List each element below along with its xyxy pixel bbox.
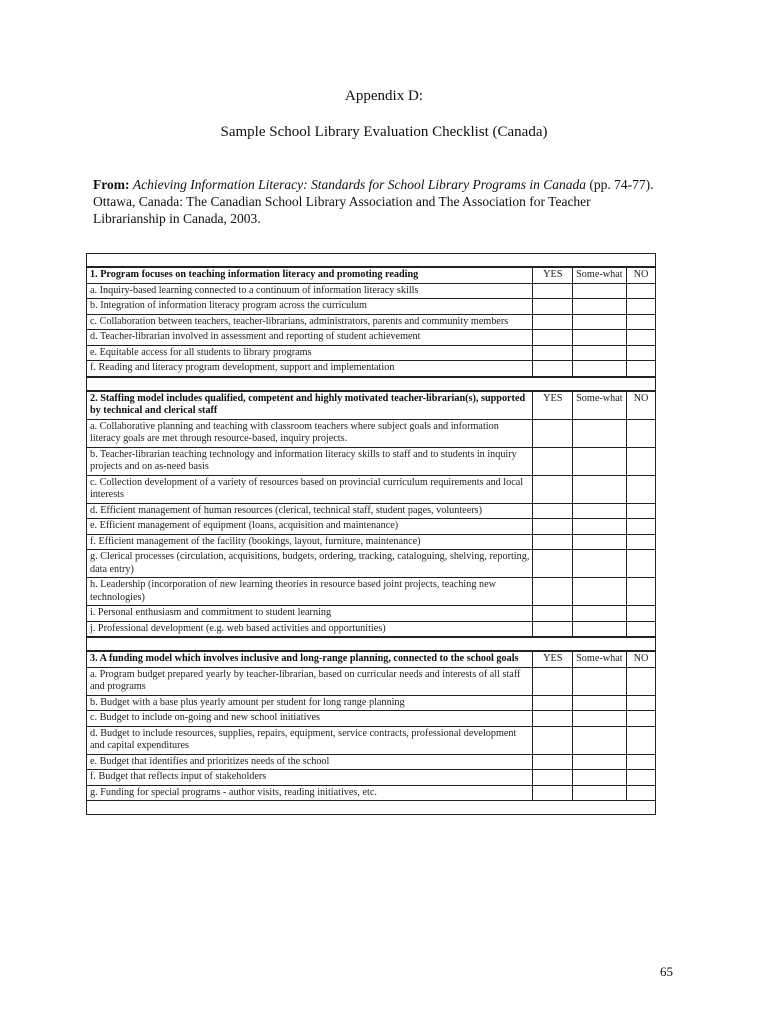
criterion-text: c. Collaboration between teachers, teacher-librarians, administrators, parents and community members — [87, 314, 533, 330]
section-header-row — [87, 268, 655, 284]
yes-cell[interactable] — [533, 330, 573, 346]
somewhat-cell[interactable] — [573, 770, 627, 786]
source-pages: (pp. 74-77). — [589, 177, 654, 192]
no-column-header: NO — [627, 268, 655, 284]
yes-cell[interactable] — [533, 475, 573, 503]
checklist-section-2 — [87, 391, 655, 638]
somewhat-cell[interactable] — [573, 550, 627, 578]
criterion-text: d. Efficient management of human resources (clerical, technical staff, student pages, volunteers) — [87, 503, 533, 519]
checklist-row — [87, 345, 655, 361]
no-cell[interactable] — [627, 299, 655, 315]
no-cell[interactable] — [627, 503, 655, 519]
checklist-row — [87, 621, 655, 637]
section-heading: 1. Program focuses on teaching information literacy and promoting reading — [87, 268, 533, 284]
checklist-row — [87, 519, 655, 535]
checklist-row — [87, 754, 655, 770]
criterion-text: d. Budget to include resources, supplies, repairs, equipment, service contracts, professional development and capital expenditures — [87, 726, 533, 754]
checklist-row — [87, 361, 655, 377]
somewhat-cell[interactable] — [573, 314, 627, 330]
checklist-row — [87, 314, 655, 330]
yes-cell[interactable] — [533, 550, 573, 578]
section-heading: 3. A funding model which involves inclusive and long-range planning, connected to the school goals — [87, 652, 533, 668]
no-cell[interactable] — [627, 314, 655, 330]
criterion-text: c. Budget to include on-going and new school initiatives — [87, 711, 533, 727]
yes-cell[interactable] — [533, 419, 573, 447]
yes-cell[interactable] — [533, 785, 573, 801]
somewhat-cell[interactable] — [573, 726, 627, 754]
no-cell[interactable] — [627, 770, 655, 786]
checklist-row — [87, 578, 655, 606]
criterion-text: h. Leadership (incorporation of new learning theories in resource based joint projects, teaching new technologies) — [87, 578, 533, 606]
no-cell[interactable] — [627, 695, 655, 711]
yes-cell[interactable] — [533, 345, 573, 361]
criterion-text: f. Efficient management of the facility (bookings, layout, furniture, maintenance) — [87, 534, 533, 550]
criterion-text: a. Inquiry-based learning connected to a continuum of information literacy skills — [87, 283, 533, 299]
criterion-text: g. Funding for special programs - author visits, reading initiatives, etc. — [87, 785, 533, 801]
criterion-text: j. Professional development (e.g. web based activities and opportunities) — [87, 621, 533, 637]
section-header-row — [87, 652, 655, 668]
table-spacer — [87, 801, 655, 814]
no-cell[interactable] — [627, 550, 655, 578]
checklist-row — [87, 299, 655, 315]
checklist-row — [87, 534, 655, 550]
no-column-header: NO — [627, 652, 655, 668]
criterion-text: e. Budget that identifies and prioritizes needs of the school — [87, 754, 533, 770]
criterion-text: a. Collaborative planning and teaching with classroom teachers where subject goals and information literacy goals are met through resource-based, inquiry projects. — [87, 419, 533, 447]
checklist-frame — [86, 253, 656, 815]
table-spacer — [87, 254, 655, 267]
checklist-title: Sample School Library Evaluation Checklist (Canada) — [220, 124, 548, 140]
somewhat-cell[interactable] — [573, 695, 627, 711]
somewhat-cell[interactable] — [573, 785, 627, 801]
no-cell[interactable] — [627, 345, 655, 361]
yes-cell[interactable] — [533, 711, 573, 727]
no-cell[interactable] — [627, 621, 655, 637]
checklist-row — [87, 726, 655, 754]
somewhat-cell[interactable] — [573, 419, 627, 447]
source-title: Achieving Information Literacy: Standards for School Library Programs in Canada — [132, 177, 586, 192]
no-cell[interactable] — [627, 330, 655, 346]
no-cell[interactable] — [627, 419, 655, 447]
yes-column-header: YES — [533, 652, 573, 668]
no-column-header: NO — [627, 391, 655, 419]
no-cell[interactable] — [627, 475, 655, 503]
no-cell[interactable] — [627, 785, 655, 801]
somewhat-cell[interactable] — [573, 299, 627, 315]
somewhat-cell[interactable] — [573, 447, 627, 475]
yes-cell[interactable] — [533, 606, 573, 622]
somewhat-cell[interactable] — [573, 578, 627, 606]
criterion-text: e. Efficient management of equipment (loans, acquisition and maintenance) — [87, 519, 533, 535]
yes-cell[interactable] — [533, 314, 573, 330]
section-heading: 2. Staffing model includes qualified, competent and highly motivated teacher-librarian(s), supported by technical and clerical staff — [87, 391, 533, 419]
yes-cell[interactable] — [533, 695, 573, 711]
checklist-row — [87, 711, 655, 727]
no-cell[interactable] — [627, 534, 655, 550]
yes-column-header: YES — [533, 268, 573, 284]
table-spacer — [87, 637, 655, 651]
source-citation — [93, 176, 663, 227]
no-cell[interactable] — [627, 578, 655, 606]
criterion-text: c. Collection development of a variety of resources based on provincial curriculum requirements and local interests — [87, 475, 533, 503]
criterion-text: b. Integration of information literacy program across the curriculum — [87, 299, 533, 315]
checklist-row — [87, 447, 655, 475]
criterion-text: f. Reading and literacy program development, support and implementation — [87, 361, 533, 377]
somewhat-cell[interactable] — [573, 754, 627, 770]
page-number: 65 — [660, 964, 673, 979]
checklist-section-1 — [87, 267, 655, 377]
somewhat-cell[interactable] — [573, 361, 627, 377]
yes-cell[interactable] — [533, 726, 573, 754]
from-label: From: — [93, 177, 130, 192]
criterion-text: g. Clerical processes (circulation, acquisitions, budgets, ordering, tracking, cataloguing, shelving, reporting, data entry) — [87, 550, 533, 578]
no-cell[interactable] — [627, 447, 655, 475]
checklist-row — [87, 770, 655, 786]
checklist-row — [87, 667, 655, 695]
somewhat-cell[interactable] — [573, 606, 627, 622]
yes-cell[interactable] — [533, 621, 573, 637]
criterion-text: a. Program budget prepared yearly by teacher-librarian, based on curricular needs and interests of all staff and programs — [87, 667, 533, 695]
somewhat-cell[interactable] — [573, 475, 627, 503]
checklist-row — [87, 550, 655, 578]
somewhat-cell[interactable] — [573, 330, 627, 346]
no-cell[interactable] — [627, 726, 655, 754]
section-header-row — [87, 391, 655, 419]
somewhat-cell[interactable] — [573, 283, 627, 299]
no-cell[interactable] — [627, 283, 655, 299]
no-cell[interactable] — [627, 711, 655, 727]
yes-cell[interactable] — [533, 503, 573, 519]
checklist-row — [87, 785, 655, 801]
yes-cell[interactable] — [533, 667, 573, 695]
appendix-title: Appendix D: — [345, 88, 423, 104]
yes-cell[interactable] — [533, 534, 573, 550]
checklist-row — [87, 475, 655, 503]
checklist-section-3 — [87, 651, 655, 801]
yes-cell[interactable] — [533, 519, 573, 535]
yes-cell[interactable] — [533, 283, 573, 299]
no-cell[interactable] — [627, 519, 655, 535]
checklist-row — [87, 695, 655, 711]
no-cell[interactable] — [627, 754, 655, 770]
somewhat-cell[interactable] — [573, 621, 627, 637]
yes-cell[interactable] — [533, 754, 573, 770]
source-publisher: Ottawa, Canada: The Canadian School Library Association and The Association for Teacher Librarianship in Canada, 2003. — [93, 194, 591, 226]
checklist-row — [87, 283, 655, 299]
no-cell[interactable] — [627, 606, 655, 622]
somewhat-cell[interactable] — [573, 711, 627, 727]
criterion-text: b. Teacher-librarian teaching technology and information literacy skills to staff and to students in inquiry projects and on as-need basis — [87, 447, 533, 475]
yes-cell[interactable] — [533, 361, 573, 377]
checklist-row — [87, 330, 655, 346]
somewhat-column-header: Some-what — [573, 268, 627, 284]
yes-cell[interactable] — [533, 299, 573, 315]
no-cell[interactable] — [627, 361, 655, 377]
somewhat-cell[interactable] — [573, 534, 627, 550]
yes-cell[interactable] — [533, 447, 573, 475]
somewhat-cell[interactable] — [573, 345, 627, 361]
criterion-text: i. Personal enthusiasm and commitment to student learning — [87, 606, 533, 622]
criterion-text: f. Budget that reflects input of stakeholders — [87, 770, 533, 786]
criterion-text: d. Teacher-librarian involved in assessment and reporting of student achievement — [87, 330, 533, 346]
somewhat-column-header: Some-what — [573, 652, 627, 668]
criterion-text: b. Budget with a base plus yearly amount per student for long range planning — [87, 695, 533, 711]
table-spacer — [87, 377, 655, 391]
yes-cell[interactable] — [533, 578, 573, 606]
checklist-row — [87, 503, 655, 519]
checklist-row — [87, 606, 655, 622]
criterion-text: e. Equitable access for all students to library programs — [87, 345, 533, 361]
somewhat-cell[interactable] — [573, 667, 627, 695]
no-cell[interactable] — [627, 667, 655, 695]
somewhat-column-header: Some-what — [573, 391, 627, 419]
somewhat-cell[interactable] — [573, 519, 627, 535]
somewhat-cell[interactable] — [573, 503, 627, 519]
yes-cell[interactable] — [533, 770, 573, 786]
yes-column-header: YES — [533, 391, 573, 419]
checklist-row — [87, 419, 655, 447]
